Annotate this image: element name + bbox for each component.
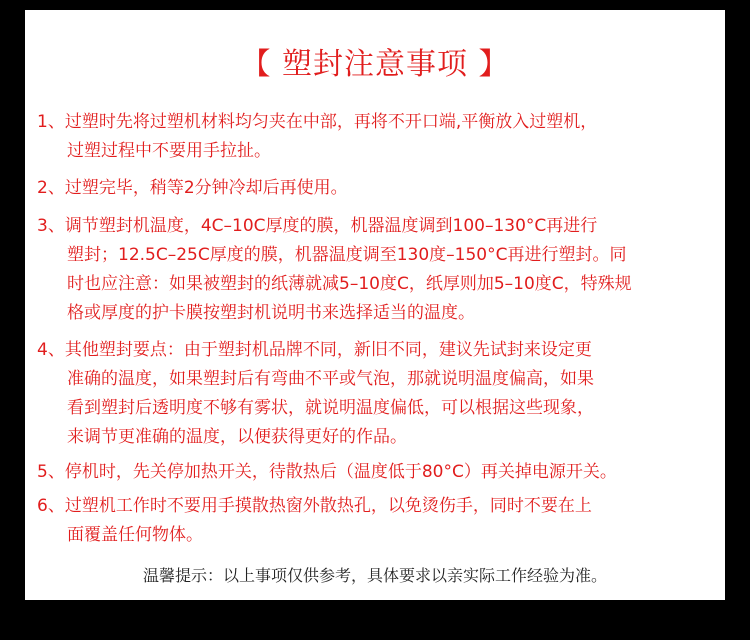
- item-line: 3、调节塑封机温度，4C–10C厚度的膜，机器温度调到100–130°C再进行: [37, 216, 598, 236]
- list-item: [37, 336, 594, 452]
- item-line: 塑封；12.5C–25C厚度的膜，机器温度调至130度–150°C再进行塑封。同: [67, 245, 627, 265]
- tip-text: 温馨提示：以上事项仅供参考，具体要求以亲实际工作经验为准。: [142, 566, 607, 585]
- list-item: [37, 458, 617, 487]
- list-item: [37, 212, 632, 328]
- item-line: 面覆盖任何物体。: [67, 525, 203, 545]
- item-line: 看到塑封后透明度不够有雾状，就说明温度偏低，可以根据这些现象，: [67, 398, 594, 418]
- item-line: 4、其他塑封要点：由于塑封机品牌不同，新旧不同，建议先试封来设定更: [37, 340, 592, 360]
- item-line: 5、停机时，先关停加热开关，待散热后（温度低于80°C）再关掉电源开关。: [37, 462, 617, 482]
- page-title: 【 塑封注意事项 】: [240, 47, 510, 82]
- item-line: 格或厚度的护卡膜按塑封机说明书来选择适当的温度。: [67, 303, 475, 323]
- item-line: 2、过塑完毕，稍等2分钟冷却后再使用。: [37, 178, 348, 198]
- notice-card: [25, 10, 725, 600]
- list-item: [37, 174, 348, 203]
- list-item: [37, 492, 592, 550]
- item-line: 6、过塑机工作时不要用手摸散热窗外散热孔，以免烫伤手，同时不要在上: [37, 496, 592, 516]
- item-line: 时也应注意：如果被塑封的纸薄就减5–10度C，纸厚则加5–10度C，特殊规: [67, 274, 632, 294]
- item-line: 准确的温度，如果塑封后有弯曲不平或气泡，那就说明温度偏高，如果: [67, 369, 594, 389]
- item-line: 过塑过程中不要用手拉扯。: [67, 141, 271, 161]
- list-item: [37, 108, 597, 166]
- item-line: 1、过塑时先将过塑机材料均匀夹在中部，再将不开口端,平衡放入过塑机，: [37, 112, 598, 132]
- item-line: 来调节更准确的温度，以便获得更好的作品。: [67, 427, 407, 447]
